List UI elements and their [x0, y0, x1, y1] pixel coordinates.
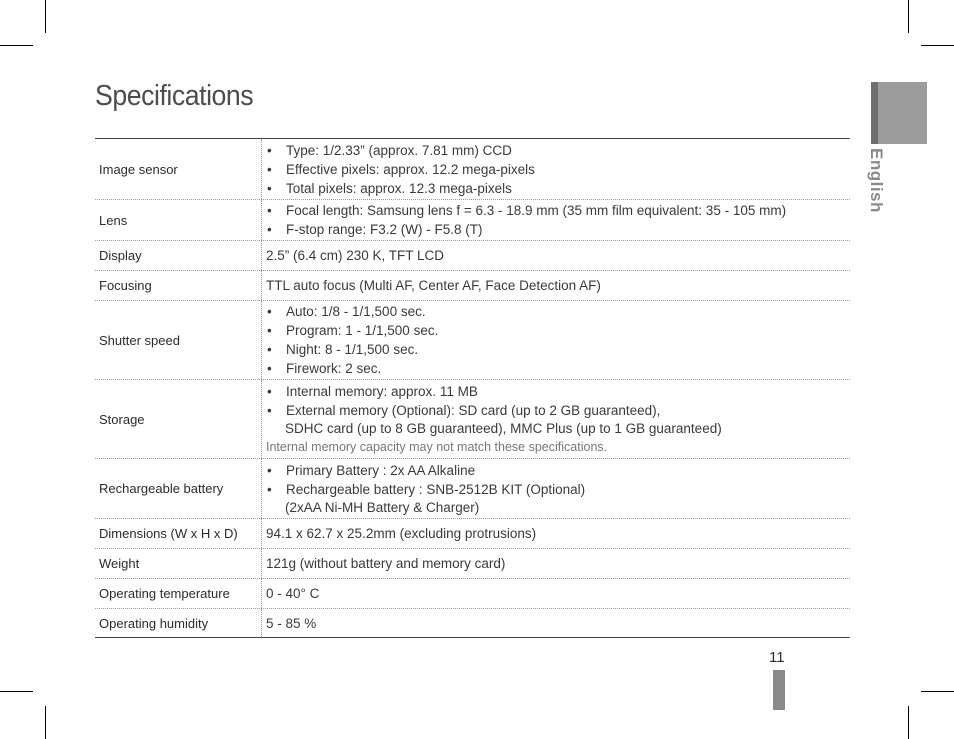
crop-mark — [921, 45, 954, 46]
bullet-item: • Total pixels: approx. 12.3 mega-pixels — [267, 180, 512, 196]
bullet-icon: • — [267, 342, 272, 357]
bullet-item: • Night: 8 - 1/1,500 sec. — [267, 342, 419, 357]
bullet-icon: • — [267, 383, 272, 399]
crop-mark — [45, 0, 46, 33]
page-title: Specifications — [95, 80, 254, 112]
specifications-table — [95, 138, 850, 638]
bullet-icon: • — [267, 402, 272, 418]
spec-label: Lens — [95, 200, 262, 240]
spec-value: 0 - 40° C — [266, 586, 320, 601]
bullet-item: • Effective pixels: approx. 12.2 mega-pixels — [267, 161, 535, 177]
crop-mark — [45, 706, 46, 739]
bullet-icon: • — [267, 203, 272, 218]
spec-value: 94.1 x 62.7 x 25.2mm (excluding protrusions) — [266, 526, 537, 541]
bullet-item: • F-stop range: F3.2 (W) - F5.8 (T) — [267, 222, 483, 237]
spec-label: Image sensor — [95, 139, 262, 199]
language-tab-strip — [871, 82, 878, 144]
spec-label: Storage — [95, 380, 262, 458]
spec-value: 5 - 85 % — [266, 615, 317, 631]
storage-note: Internal memory capacity may not match these specifications. — [266, 439, 608, 454]
spec-value — [262, 301, 850, 379]
bullet-item: • Focal length: Samsung lens f = 6.3 - 18.9 mm (35 mm film equivalent: 35 - 105 mm) — [267, 203, 787, 218]
language-tab-label: English — [867, 148, 886, 213]
bullet-continuation: SDHC card (up to 8 GB guaranteed), MMC Plus (up to 1 GB guaranteed) — [285, 420, 722, 436]
crop-mark — [908, 0, 909, 33]
bullet-icon: • — [267, 361, 272, 376]
spec-label: Weight — [95, 549, 262, 578]
bullet-item: • Auto: 1/8 - 1/1,500 sec. — [267, 304, 426, 319]
spec-row-display — [95, 240, 850, 270]
crop-mark — [0, 45, 33, 46]
language-tab-block — [871, 82, 927, 144]
bullet-icon: • — [267, 482, 272, 497]
bullet-icon: • — [267, 304, 272, 319]
bullet-icon: • — [267, 142, 272, 158]
spec-label: Operating temperature — [95, 579, 262, 608]
spec-row-image-sensor — [95, 139, 850, 199]
spec-row-operating-humidity — [95, 608, 850, 637]
spec-label: Display — [95, 241, 262, 270]
spec-label: Dimensions (W x H x D) — [95, 519, 262, 548]
page-number: 11 — [769, 649, 785, 666]
spec-value — [262, 380, 850, 458]
bullet-item: • Primary Battery : 2x AA Alkaline — [267, 463, 476, 478]
spec-label: Operating humidity — [95, 609, 262, 637]
bullet-item: • Program: 1 - 1/1,500 sec. — [267, 323, 439, 338]
spec-value — [262, 459, 850, 518]
spec-row-shutter-speed — [95, 300, 850, 379]
spec-row-operating-temperature — [95, 578, 850, 608]
bullet-icon: • — [267, 323, 272, 338]
crop-mark — [921, 691, 954, 692]
spec-value: TTL auto focus (Multi AF, Center AF, Face Detection AF) — [266, 278, 601, 293]
bullet-item: • Rechargeable battery : SNB-2512B KIT (Optional) — [267, 482, 586, 497]
bullet-item: • Internal memory: approx. 11 MB — [267, 383, 478, 399]
bullet-item: • External memory (Optional): SD card (up to 2 GB guaranteed), — [267, 402, 661, 418]
spec-row-focusing — [95, 270, 850, 300]
bullet-item: • Type: 1/2.33” (approx. 7.81 mm) CCD — [267, 142, 512, 158]
spec-label: Shutter speed — [95, 301, 262, 379]
crop-mark — [0, 691, 33, 692]
bullet-icon: • — [267, 463, 272, 478]
spec-row-rechargeable-battery — [95, 458, 850, 518]
spec-row-dimensions — [95, 518, 850, 548]
bullet-item: • Firework: 2 sec. — [267, 361, 382, 376]
bullet-icon: • — [267, 180, 272, 196]
bullet-icon: • — [267, 161, 272, 177]
spec-label: Focusing — [95, 271, 262, 300]
bullet-icon: • — [267, 222, 272, 237]
bullet-continuation: (2xAA Ni-MH Battery & Charger) — [285, 500, 480, 515]
spec-row-lens — [95, 199, 850, 240]
page-tab-marker — [773, 670, 785, 710]
spec-value — [262, 200, 850, 240]
spec-label: Rechargeable battery — [95, 459, 262, 518]
spec-value: 121g (without battery and memory card) — [266, 556, 506, 571]
spec-row-storage — [95, 379, 850, 458]
spec-row-weight — [95, 548, 850, 578]
crop-mark — [908, 706, 909, 739]
spec-value — [262, 139, 850, 199]
spec-value: 2.5” (6.4 cm) 230 K, TFT LCD — [266, 248, 445, 263]
